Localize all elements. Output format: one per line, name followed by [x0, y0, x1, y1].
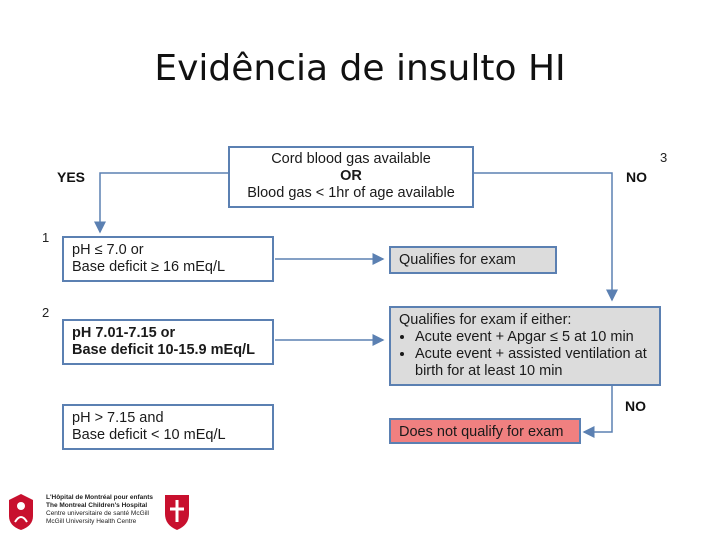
- muhc-name-fr: Centre universitaire de santé McGill: [46, 510, 149, 517]
- criteria-normal-line2: Base deficit < 10 mEq/L: [72, 427, 226, 443]
- conditional-criteria-list: [399, 329, 651, 380]
- yes-connector-arrow: [100, 173, 228, 232]
- muhc-name-en: McGill University Health Centre: [46, 518, 137, 525]
- row-number-1: 1: [42, 230, 50, 245]
- conditional-item-apgar: • Acute event + Apgar ≤ 5 at 10 min: [415, 329, 651, 346]
- hospital-logo-icon: [6, 492, 36, 532]
- conditional-header: Qualifies for exam if either:: [399, 312, 572, 328]
- criteria-severe-line2: Base deficit ≥ 16 mEq/L: [72, 259, 226, 275]
- top-box-line3: Blood gas < 1hr of age available: [247, 185, 455, 201]
- criteria-normal-line1: pH > 7.15 and: [72, 410, 164, 426]
- criteria-moderate-line2: Base deficit 10-15.9 mEq/L: [72, 342, 255, 358]
- blood-gas-availability-box: [228, 146, 474, 208]
- muhc-shield-icon: [162, 492, 192, 532]
- hospital-name-en: The Montreal Children's Hospital: [46, 502, 148, 509]
- criteria-severe-line1: pH ≤ 7.0 or: [72, 242, 144, 258]
- conditional-no-arrow: [584, 386, 612, 432]
- criteria-box-normal: [62, 404, 274, 450]
- qualifies-box: Qualifies for exam: [389, 246, 557, 274]
- hospital-name-fr: L'Hôpital de Montréal pour enfants: [46, 494, 153, 501]
- criteria-box-severe: [62, 236, 274, 282]
- not-qualify-box: Does not qualify for exam: [389, 418, 581, 444]
- slide-number: 3: [660, 150, 668, 165]
- row-number-2: 2: [42, 305, 50, 320]
- top-box-line1: Cord blood gas available: [271, 151, 431, 167]
- yes-label: YES: [57, 169, 86, 185]
- no-label-2: NO: [625, 398, 646, 414]
- top-box-or: OR: [340, 168, 362, 184]
- slide-title: Evidência de insulto HI: [154, 48, 566, 89]
- no-label: NO: [626, 169, 647, 185]
- conditional-qualifies-box: [389, 306, 661, 386]
- no-connector-arrow: [474, 173, 612, 300]
- criteria-box-moderate: [62, 319, 274, 365]
- conditional-item-ventilation: • Acute event + assisted ventilation at birth for at least 10 min: [415, 346, 651, 380]
- criteria-moderate-line1: pH 7.01-7.15 or: [72, 325, 176, 341]
- hospital-name-block: [46, 494, 153, 526]
